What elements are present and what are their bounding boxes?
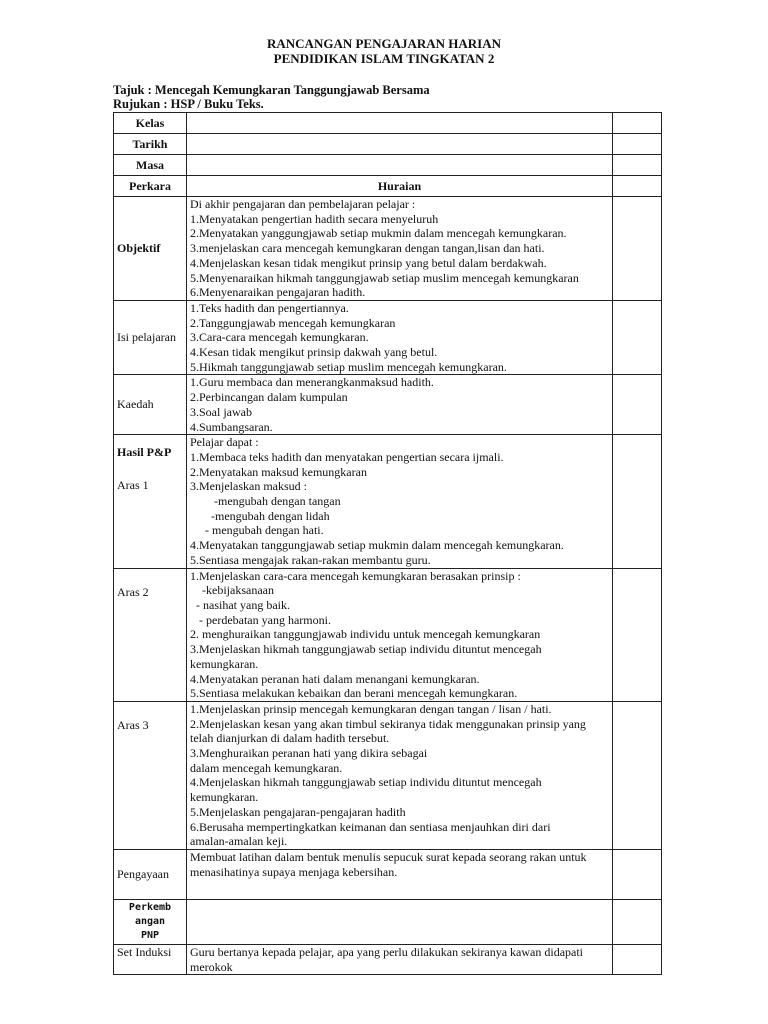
label-perkembangan-pnp [114, 899, 187, 944]
row-perkara [114, 176, 662, 197]
extra-aras-2 [613, 568, 662, 701]
content-aras-2 [187, 568, 613, 701]
content-perkembangan-pnp [187, 899, 613, 944]
objektif-line: 3.menjelaskan cara mencegah kemungkaran dengan tangan,lisan dan hati. [190, 241, 545, 256]
label-huraian: Huraian [187, 176, 613, 197]
isi-line: 3.Cara-cara mencegah kemungkaran. [190, 330, 369, 345]
hasil-line: 4.Menyatakan tanggungjawab setiap mukmin dalam mencegah kemungkaran. [190, 538, 564, 553]
objektif-line: 1.Menyatakan pengertian hadith secara menyeluruh [190, 211, 439, 226]
aras3-line: 2.Menjelaskan kesan yang akan timbul sekiranya tidak menggunakan prinsip yang [190, 716, 586, 731]
aras3-line: amalan-amalan keji. [190, 834, 288, 849]
set-induksi-line: merokok [190, 959, 233, 974]
aras2-line: - perdebatan yang harmoni. [190, 612, 331, 627]
extra-masa [613, 155, 662, 176]
content-aras-3 [187, 701, 613, 849]
label-masa: Masa [114, 155, 187, 176]
aras2-line: 3.Menjelaskan hikmah tanggungjawab setiap individu dituntut mencegah [190, 642, 542, 657]
content-pengayaan [187, 849, 613, 899]
aras3-line: kemungkaran. [190, 790, 259, 805]
row-objektif [114, 197, 662, 301]
aras2-line: 4.Menyatakan peranan hati dalam menangani kemungkaran. [190, 671, 480, 686]
row-isi-pelajaran [114, 300, 662, 375]
label-hasil-pnp-cell [114, 435, 187, 568]
row-aras-3 [114, 701, 662, 849]
hasil-line: 5.Sentiasa mengajak rakan-rakan membantu guru. [190, 552, 431, 567]
extra-isi-pelajaran [613, 300, 662, 375]
label-pengayaan: Pengayaan [114, 849, 187, 899]
value-masa [187, 155, 613, 176]
extra-kaedah [613, 375, 662, 435]
row-tarikh [114, 134, 662, 155]
objektif-line: 6.Menyenaraikan pengajaran hadith. [190, 285, 366, 300]
kaedah-line: 4.Sumbangsaran. [190, 419, 273, 434]
aras2-line: -kebijaksanaan [190, 583, 274, 598]
value-tarikh [187, 134, 613, 155]
label-aras-3-cell [114, 701, 187, 849]
hasil-line: 1.Membaca teks hadith dan menyatakan pengertian secara ijmali. [190, 449, 504, 464]
perkembangan-line: Perkemb [128, 901, 172, 913]
hasil-line: Pelajar dapat : [190, 435, 259, 450]
extra-pengayaan [613, 849, 662, 899]
aras3-line: telah dianjurkan di dalam hadith tersebut. [190, 731, 390, 746]
extra-objektif [613, 197, 662, 301]
objektif-line: 5.Menyenaraikan hikmah tanggungjawab setiap muslim mencegah kemungkaran [190, 270, 579, 285]
isi-line: 1.Teks hadith dan pengertiannya. [190, 300, 349, 315]
document-title: RANCANGAN PENGAJARAN HARIAN [267, 36, 501, 51]
hasil-line: -mengubah dengan tangan [190, 494, 341, 509]
label-objektif: Objektif [114, 197, 187, 301]
perkembangan-line: PNP [140, 929, 160, 941]
row-set-induksi [114, 944, 662, 974]
isi-line: 5.Hikmah tanggungjawab setiap muslim mencegah kemungkaran. [190, 359, 507, 374]
label-hasil-pnp: Hasil P&P [117, 445, 172, 460]
objektif-line: Di akhir pengajaran dan pembelajaran pelajar : [190, 197, 416, 211]
content-kaedah [187, 375, 613, 435]
aras2-line: 5.Sentiasa melakukan kebaikan dan berani mencegah kemungkaran. [190, 686, 518, 701]
row-pengayaan [114, 849, 662, 899]
label-aras-3: Aras 3 [117, 717, 149, 732]
row-hasil-pnp [114, 435, 662, 568]
label-set-induksi: Set Induksi [114, 944, 187, 974]
kaedah-line: 2.Perbincangan dalam kumpulan [190, 390, 348, 405]
isi-line: 2.Tanggungjawab mencegah kemungkaran [190, 315, 396, 330]
objektif-line: 4.Menjelaskan kesan tidak mengikut prinsip yang betul dalam berdakwah. [190, 255, 547, 270]
label-isi-pelajaran: Isi pelajaran [114, 300, 187, 375]
label-aras-2-cell [114, 568, 187, 701]
label-aras-1: Aras 1 [117, 477, 149, 492]
row-masa [114, 155, 662, 176]
extra-aras-3 [613, 701, 662, 849]
isi-line: 4.Kesan tidak mengikut prinsip dakwah yang betul. [190, 345, 438, 360]
content-set-induksi [187, 944, 613, 974]
row-aras-2 [114, 568, 662, 701]
content-isi-pelajaran [187, 300, 613, 375]
label-kaedah: Kaedah [114, 375, 187, 435]
aras3-line: 5.Menjelaskan pengajaran-pengajaran hadith [190, 804, 406, 819]
perkembangan-line: angan [134, 915, 166, 927]
objektif-line: 2.Menyatakan yanggungjawab setiap mukmin dalam mencegah kemungkaran. [190, 226, 567, 241]
hasil-line: -mengubah dengan lidah [190, 508, 330, 523]
extra-kelas [613, 113, 662, 134]
row-kaedah [114, 375, 662, 435]
aras3-line: 1.Menjelaskan prinsip mencegah kemungkaran dengan tangan / lisan / hati. [190, 701, 552, 716]
lesson-plan-table [113, 112, 662, 975]
content-hasil-pnp [187, 435, 613, 568]
hasil-line: 3.Menjelaskan maksud : [190, 479, 307, 494]
pengayaan-line: menasihatinya supaya menjaga kebersihan. [190, 864, 398, 879]
hasil-line: 2.Menyatakan maksud kemungkaran [190, 464, 367, 479]
extra-tarikh [613, 134, 662, 155]
tajuk-line: Tajuk : Mencegah Kemungkaran Tanggungjawab Bersama [113, 83, 430, 97]
set-induksi-line: Guru bertanya kepada pelajar, apa yang perlu dilakukan sekiranya kawan didapati [190, 944, 584, 959]
row-perkembangan-pnp [114, 899, 662, 944]
label-aras-2: Aras 2 [117, 584, 149, 599]
kaedah-line: 3.Soal jawab [190, 404, 252, 419]
extra-perkembangan-pnp [613, 899, 662, 944]
label-tarikh: Tarikh [114, 134, 187, 155]
aras2-line: 2. menghuraikan tanggungjawab individu untuk mencegah kemungkaran [190, 627, 541, 642]
aras3-line: 6.Berusaha mempertingkatkan keimanan dan sentiasa menjauhkan diri dari [190, 819, 551, 834]
hasil-line: - mengubah dengan hati. [190, 523, 324, 538]
value-kelas [187, 113, 613, 134]
extra-perkara [613, 176, 662, 197]
label-kelas: Kelas [114, 113, 187, 134]
label-spacer [117, 460, 183, 478]
aras2-line: kemungkaran. [190, 656, 259, 671]
aras2-line: - nasihat yang baik. [190, 597, 290, 612]
aras3-line: 4.Menjelaskan hikmah tanggungjawab setiap individu dituntut mencegah [190, 775, 542, 790]
aras2-line: 1.Menjelaskan cara-cara mencegah kemungkaran berasakan prinsip : [190, 568, 521, 583]
document-subtitle: PENDIDIKAN ISLAM TINGKATAN 2 [273, 51, 495, 66]
extra-hasil-pnp [613, 435, 662, 568]
kaedah-line: 1.Guru membaca dan menerangkanmaksud hadith. [190, 375, 434, 390]
extra-set-induksi [613, 944, 662, 974]
aras3-line: dalam mencegah kemungkaran. [190, 760, 343, 775]
row-kelas [114, 113, 662, 134]
rujukan-line: Rujukan : HSP / Buku Teks. [113, 97, 264, 111]
aras3-line: 3.Menghuraikan peranan hati yang dikira sebagai [190, 746, 428, 761]
pengayaan-line: Membuat latihan dalam bentuk menulis sepucuk surat kepada seorang rakan untuk [190, 849, 587, 864]
content-objektif [187, 197, 613, 301]
label-perkara: Perkara [114, 176, 187, 197]
